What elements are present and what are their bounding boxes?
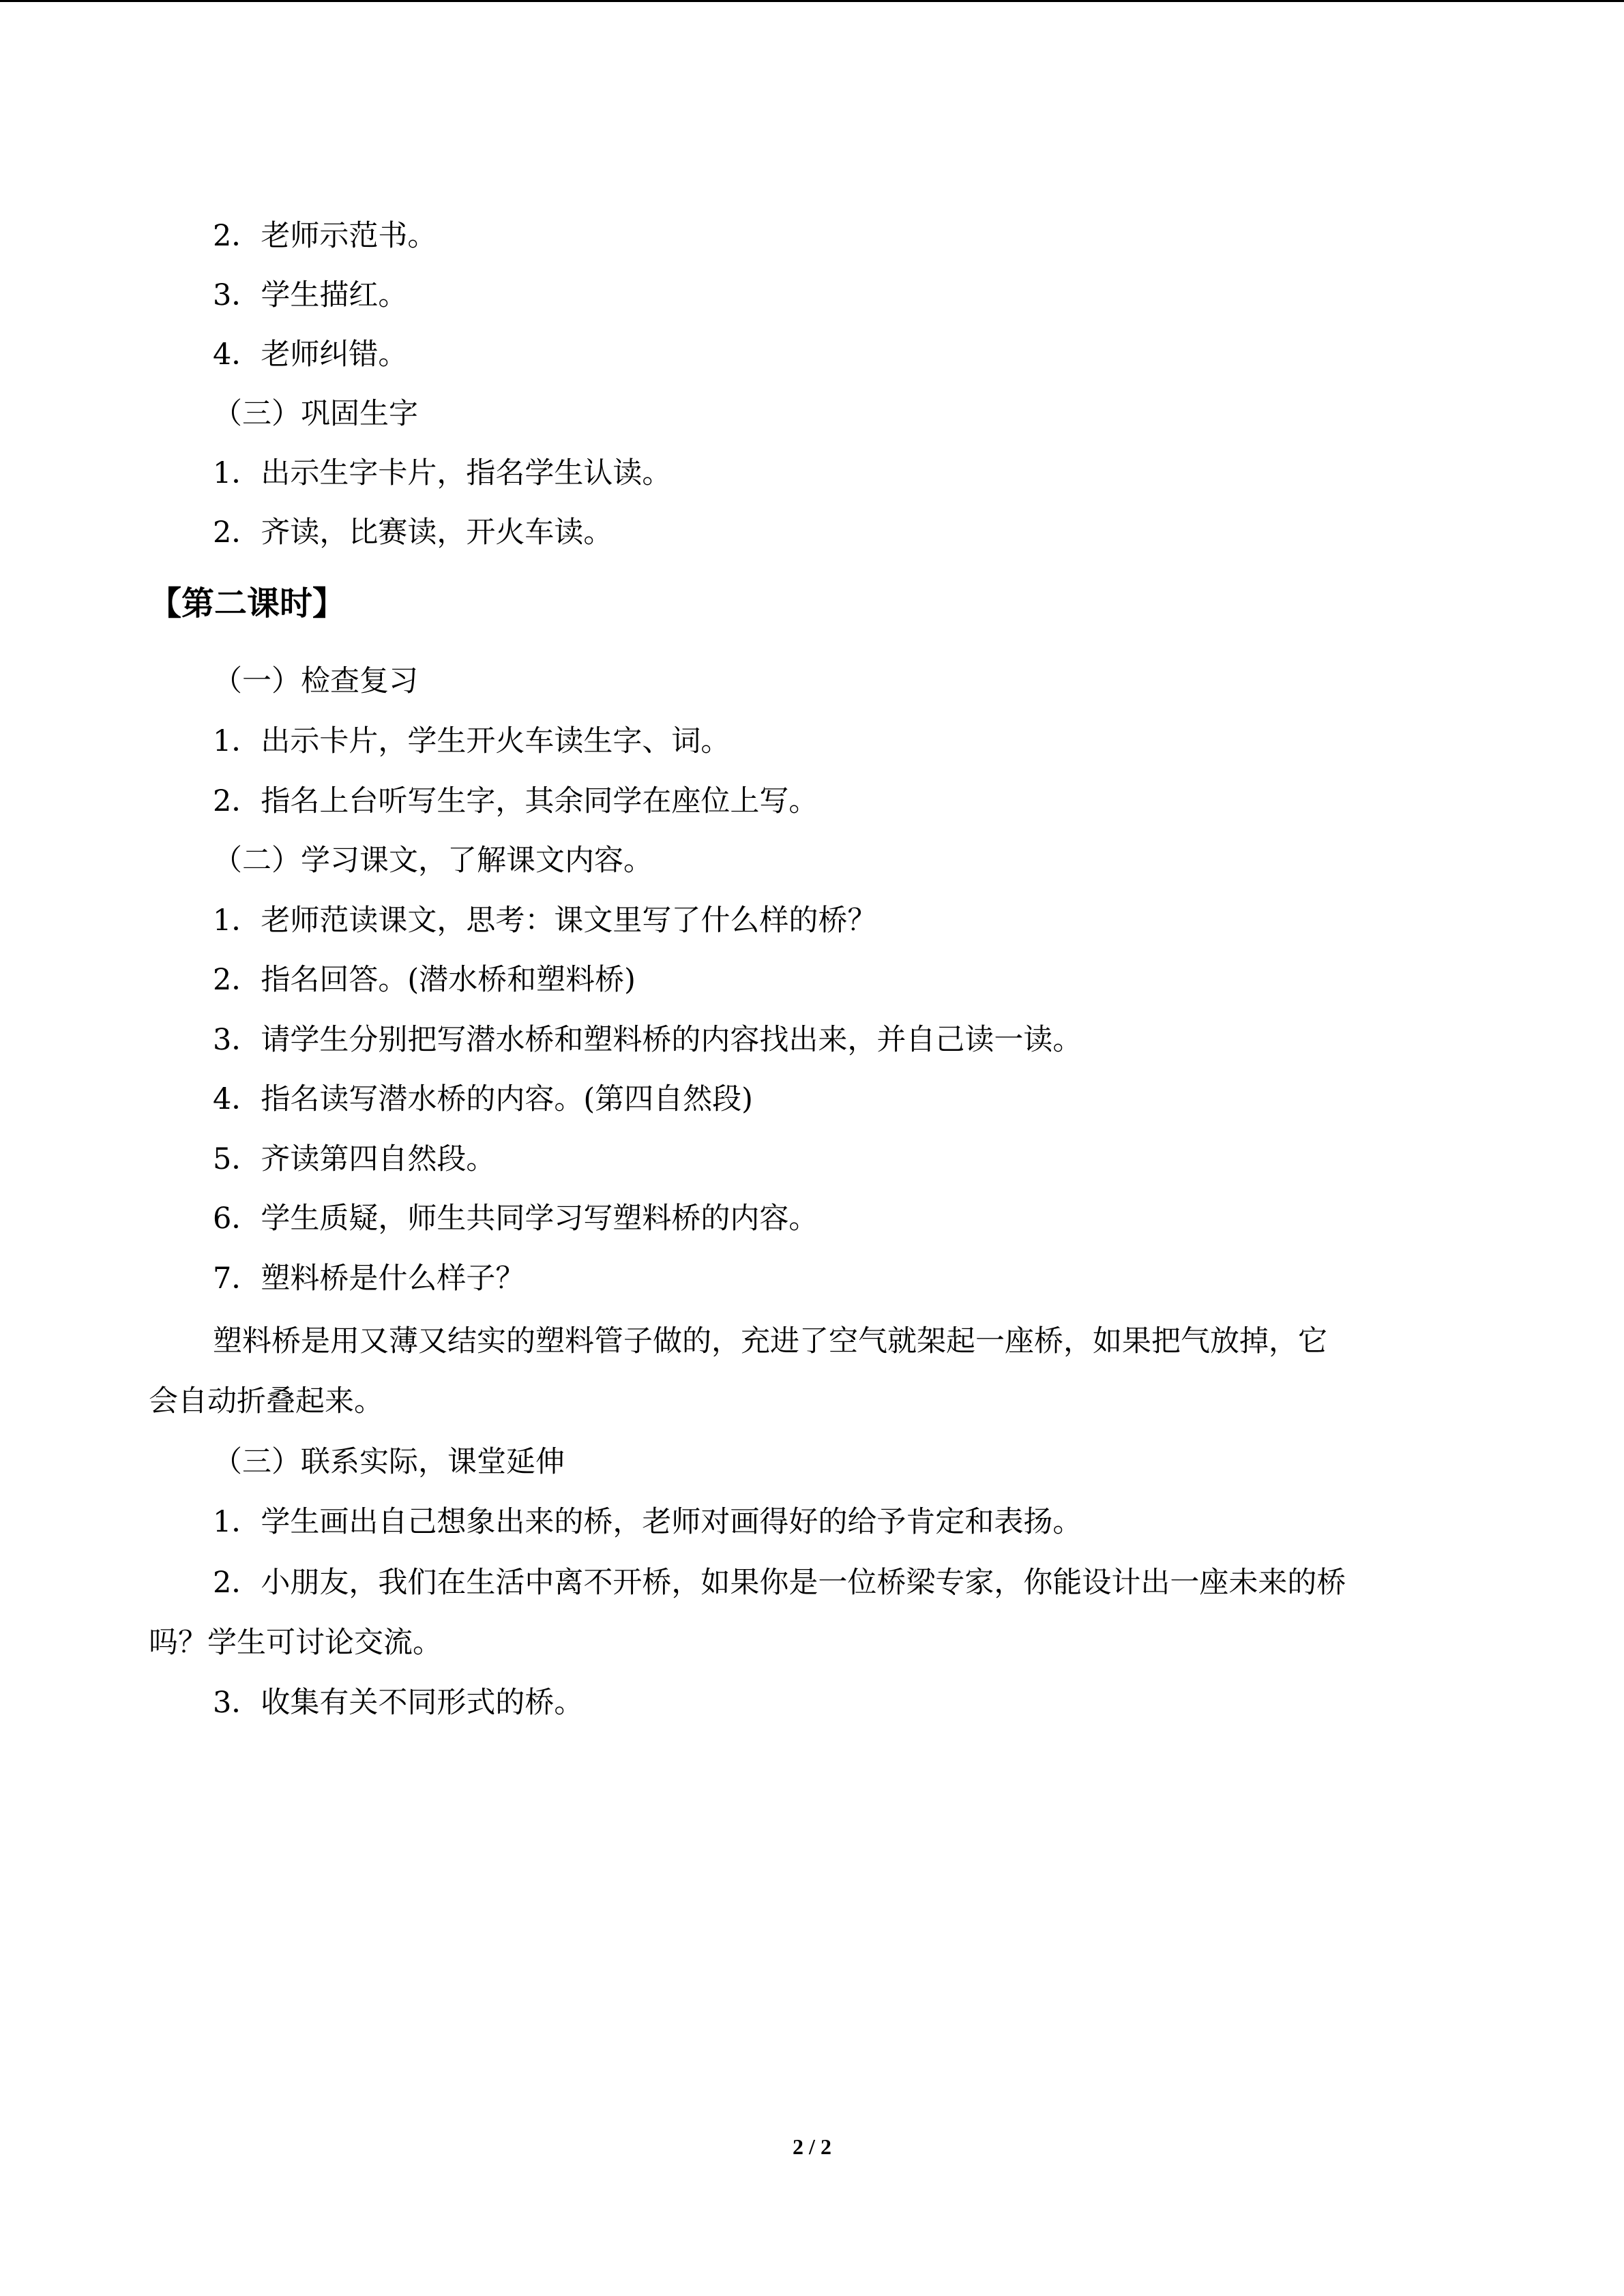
list-item: 1．老师范读课文，思考：课文里写了什么样的桥？ — [213, 904, 877, 938]
lesson-heading: 【第二课时】 — [149, 584, 346, 623]
subsection-heading: （三）巩固生字 — [213, 397, 418, 431]
paragraph-line: 会自动折叠起来。 — [149, 1384, 383, 1418]
top-border-line — [0, 0, 1624, 2]
list-item: 2．齐读，比赛读，开火车读。 — [213, 516, 613, 550]
list-item: 7．塑料桥是什么样子？ — [213, 1262, 525, 1296]
list-item: 6．学生质疑，师生共同学习写塑料桥的内容。 — [213, 1202, 818, 1236]
list-item: 2．老师示范书。 — [213, 219, 437, 253]
list-item: 3．收集有关不同形式的桥。 — [213, 1686, 584, 1720]
subsection-heading: （一）检查复习 — [213, 664, 418, 698]
subsection-heading: （二）学习课文，了解课文内容。 — [213, 844, 653, 878]
list-item: 1．学生画出自己想象出来的桥，老师对画得好的给予肯定和表扬。 — [213, 1505, 1082, 1539]
page-number: 2 / 2 — [793, 2134, 831, 2159]
list-item: 3．请学生分别把写潜水桥和塑料桥的内容找出来，并自己读一读。 — [213, 1023, 1082, 1057]
paragraph-line: 塑料桥是用又薄又结实的塑料管子做的，充进了空气就架起一座桥，如果把气放掉，它 — [213, 1324, 1327, 1358]
list-item: 4．指名读写潜水桥的内容。(第四自然段) — [213, 1082, 753, 1116]
paragraph-line: 吗？学生可讨论交流。 — [149, 1626, 442, 1660]
list-item: 2．小朋友，我们在生活中离不开桥，如果你是一位桥梁专家，你能设计出一座未来的桥 — [213, 1566, 1346, 1600]
list-item: 2．指名上台听写生字，其余同学在座位上写。 — [213, 784, 818, 818]
subsection-heading: （三）联系实际，课堂延伸 — [213, 1445, 565, 1479]
list-item: 5．齐读第四自然段。 — [213, 1142, 496, 1176]
list-item: 1．出示生字卡片，指名学生认读。 — [213, 456, 672, 490]
list-item: 2．指名回答。(潜水桥和塑料桥) — [213, 963, 636, 997]
list-item: 3．学生描红。 — [213, 278, 408, 312]
list-item: 1．出示卡片，学生开火车读生字、词。 — [213, 724, 730, 758]
list-item: 4．老师纠错。 — [213, 338, 408, 372]
